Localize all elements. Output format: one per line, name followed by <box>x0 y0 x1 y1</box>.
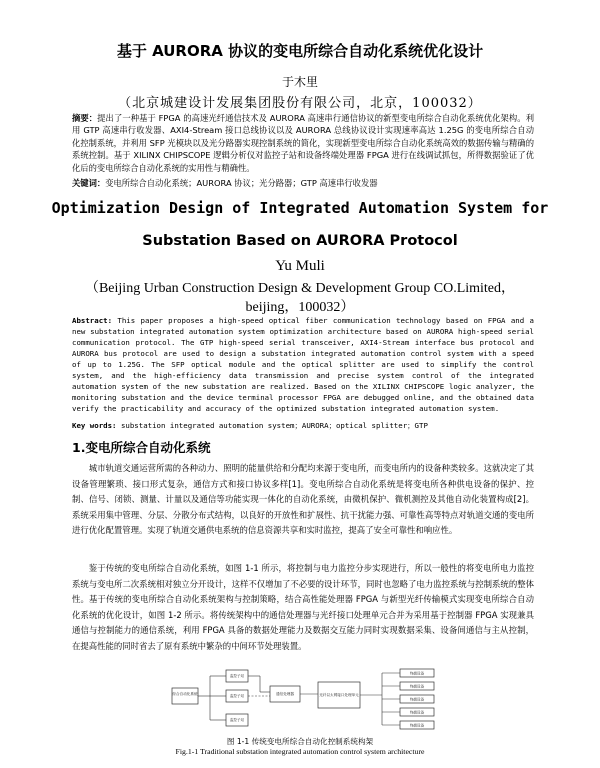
box-terminal-device-2-label: 终端设备 <box>409 684 425 689</box>
affiliation-english-line2: beijing，100032） <box>245 300 355 315</box>
box-terminal-device-1-label: 终端设备 <box>409 671 425 676</box>
box-terminal-device-5-label: 终端设备 <box>409 723 425 728</box>
keywords-chinese-text: 变电所综合自动化系统；AURORA 协议；光分路器；GTP 高速串行收发器 <box>105 178 378 188</box>
keywords-english-label: Key words: <box>72 421 117 430</box>
abstract-english <box>72 315 534 414</box>
affiliation-english-line1: （Beijing Urban Construction Design & Development Group CO.Limited， <box>84 281 516 296</box>
paragraph-2: 鉴于传统的变电所综合自动化系统，如图 1-1 所示，将控制与电力监控分步实现进行，所以一般性的将变电所电力监控系统与变电所二次系统相对独立分开设计，这样不仅增加了不必要的设计环节，同时也忽略了电力监控系统与控制系统的整体性。基于传统的变电所综合自动化系统架构与控制策略，结合高性能处理器 FPGA 与新型光纤传输模式实现变电所综合自动化系统的优化设计，如图 1-2 所示。将传统架构中的通信处理器与光纤接口处理单元合并为采用基于控制器 FPGA 实现兼具通信与控制能力的通信系统，利用 FPGA 具备的数据处理能力及数据交互能力同时实现数据采集、设备间通信与主从控制，在提高性能的同时省去了原有系统中繁杂的中间环节处理装置。 <box>72 563 534 651</box>
abstract-chinese <box>72 112 534 174</box>
abstract-english-label: Abstract: <box>72 316 113 325</box>
section-1-heading: 1.变电所综合自动化系统 <box>72 440 211 455</box>
box-fiber-interface-unit-label: 光纤以太网接口处理单元 <box>319 693 359 697</box>
keywords-english <box>72 420 534 431</box>
figure-caption-chinese: 图 1-1 传统变电所综合自动化控制系统构架 <box>226 737 374 746</box>
title-english-line2: Substation Based on AURORA Protocol <box>142 233 458 249</box>
author-english: Yu Muli <box>275 258 325 274</box>
abstract-english-text: This paper proposes a high-speed optical fiber communication technology based on FPGA and a new substation integrated automation system optimization architecture based on AURORA high-speed serial communication protocol. The GTP high-speed serial transceiver, AXI4-Stream interface bus protocol and AURORA bus protocol are used to design a substation integrated automation control system with a speed of up to 1.25G. The SFP optical module and the optical splitter are used to simplify the control system, and the high-efficiency data transmission and precise system control of the integrated automation system of the new substation are realized. Based on the XILINX CHIPSCOPE logic analyzer, the monitoring substation and the device terminal processor FPGA are debugged online, and the obtained data verify the practicability and accuracy of the optimized substation integrated automation system. <box>72 316 534 413</box>
box-terminal-device-4-label: 终端设备 <box>409 710 425 715</box>
abstract-chinese-label: 摘要： <box>72 113 98 123</box>
figure-caption-english: Fig.1-1 Traditional substation integrated automation control system architecture <box>175 747 425 756</box>
abstract-chinese-text: 提出了一种基于 FPGA 的高速光纤通信技术及 AURORA 高速串行通信协议的新型变电所综合自动化系统优化架构。利用 GTP 高速串行收发器、AXI4-Stream 接口总线协议以及 AURORA 总线协议设计实现速率高达 1.25G 的变电所综合自动化控制系统，并利用 SFP 光模块以及光分路器实现控制系统的简化，实现新型变电所综合自动化系统高效的数据传输与精确的系统控制。基于 XILINX CHIPSCOPE 逻辑分析仪对监控子站和设备终端处理器 FPGA 进行在线调试抓包，所得数据验证了优化后的变电所综合自动化系统的实用性与精确性。 <box>72 113 534 173</box>
box-monitor-substation-1-label: 监控子站 <box>229 674 245 678</box>
box-terminal-device-3-label: 终端设备 <box>409 697 425 702</box>
figure-1-1-diagram <box>170 668 450 730</box>
box-monitor-substation-2-label: 监控子站 <box>229 694 245 698</box>
title-english-line1: Optimization Design of Integrated Automation System for <box>51 199 549 217</box>
box-monitor-substation-3-label: 监控子站 <box>229 718 245 722</box>
keywords-chinese-label: 关键词： <box>72 178 106 188</box>
title-chinese: 基于 AURORA 协议的变电所综合自动化系统优化设计 <box>116 42 484 60</box>
box-integrated-system <box>172 688 198 704</box>
paragraph-1: 城市轨道交通运营所需的各种动力、照明的能量供给和分配均来源于变电所，而变电所内的设备种类较多。这就决定了其设备管理繁琐、接口形式复杂，通信方式和接口协议多样[1]。变电所综合自动化系统是将变电所各种供电设备的保护、控制、信号、闭锁、测量、计量以及通信等功能实现一体化的自动化系统，由微机保护、微机测控及其他自动化装置构成[2]。系统采用集中管理、分层、分散分布式结构，以良好的开放性和扩展性、抗干扰能力强、可靠性高等特点对轨道交通的变电所进行优化配置管理。实现了轨道交通供电系统的信息资源共享和实时监控，提高了安全可靠性和响应性。 <box>72 463 534 535</box>
box-integrated-system-label: 综合自动化系统 <box>172 692 198 696</box>
affiliation-chinese: （北京城建设计发展集团股份有限公司，北京，100032） <box>118 96 482 111</box>
box-comm-processor-label: 通信处理器 <box>276 692 294 696</box>
author-chinese: 于木里 <box>281 75 318 89</box>
keywords-english-text: substation integrated automation system；AURORA；optical splitter；GTP <box>120 421 428 430</box>
keywords-chinese <box>72 177 534 189</box>
